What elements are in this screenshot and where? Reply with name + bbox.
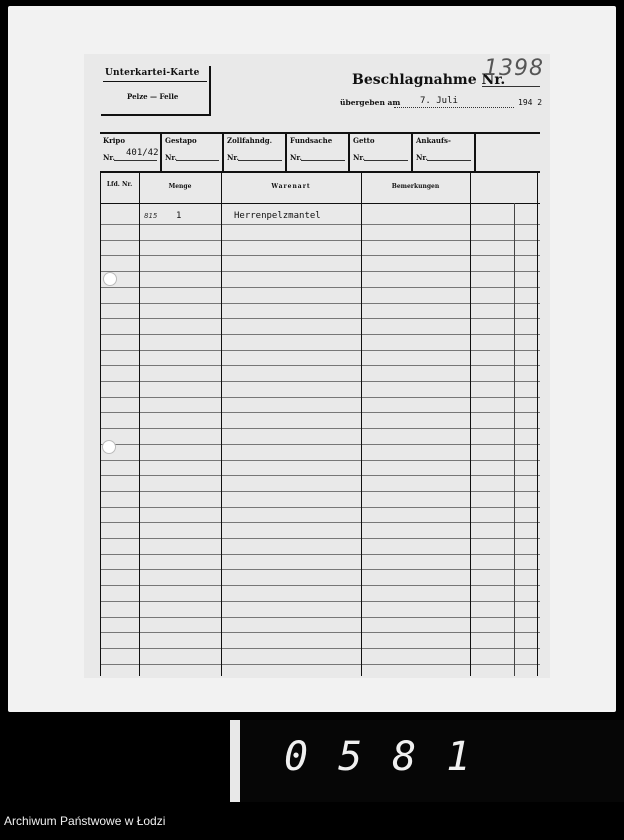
table-border-right bbox=[537, 173, 538, 676]
row-line bbox=[100, 381, 540, 382]
card-subtitle: Pelze — Felle bbox=[127, 92, 179, 101]
row-line bbox=[100, 287, 540, 288]
ref-line bbox=[301, 160, 345, 161]
column-divider bbox=[361, 173, 362, 676]
row-line bbox=[100, 334, 540, 335]
frame-number-badge bbox=[230, 720, 624, 802]
ref-nr-label: Nr. bbox=[290, 153, 302, 162]
seizure-number: 1398 bbox=[484, 56, 544, 81]
ref-cell-kripo bbox=[100, 134, 162, 173]
row-line bbox=[100, 569, 540, 570]
row-quantity: 1 bbox=[176, 211, 182, 221]
ref-label: Kripo bbox=[103, 136, 125, 145]
goods-table bbox=[100, 173, 540, 676]
title-divider bbox=[103, 81, 207, 82]
card-title-box bbox=[101, 66, 211, 116]
ref-nr-label: Nr. bbox=[227, 153, 239, 162]
ref-label: Zollfahndg. bbox=[227, 136, 273, 145]
row-line bbox=[100, 240, 540, 241]
column-header-lfd-nr: Lfd. Nr. bbox=[106, 181, 133, 188]
row-line bbox=[100, 648, 540, 649]
index-card bbox=[84, 54, 550, 678]
ref-line bbox=[176, 160, 219, 161]
row-line bbox=[100, 617, 540, 618]
handed-over-date: 7. Juli bbox=[420, 96, 458, 106]
handed-over-line bbox=[394, 107, 514, 108]
row-line bbox=[100, 601, 540, 602]
row-line bbox=[100, 538, 540, 539]
ref-line bbox=[114, 160, 157, 161]
column-header-bemerkungen: Bemerkungen bbox=[391, 183, 440, 190]
ref-cell-gestapo bbox=[162, 134, 224, 173]
row-line bbox=[100, 255, 540, 256]
row-line bbox=[100, 507, 540, 508]
ref-cell-fundsache bbox=[287, 134, 350, 173]
row-line bbox=[100, 224, 540, 225]
row-line bbox=[100, 303, 540, 304]
row-line bbox=[100, 428, 540, 429]
ref-nr-label: Nr. bbox=[353, 153, 365, 162]
ref-cell-getto bbox=[350, 134, 413, 173]
row-line bbox=[100, 318, 540, 319]
row-line bbox=[100, 365, 540, 366]
row-line bbox=[100, 412, 540, 413]
ref-line bbox=[364, 160, 408, 161]
frame-number: 0581 bbox=[284, 734, 501, 780]
row-line bbox=[100, 632, 540, 633]
ref-label: Getto bbox=[353, 136, 375, 145]
table-border-left bbox=[100, 173, 101, 676]
row-line bbox=[100, 397, 540, 398]
ref-line bbox=[427, 160, 471, 161]
column-divider bbox=[514, 203, 515, 676]
ref-nr-label: Nr. bbox=[103, 153, 115, 162]
archive-label: Archiwum Państwowe w Łodzi bbox=[4, 814, 166, 828]
reference-row bbox=[100, 132, 540, 173]
ref-nr-label: Nr. bbox=[165, 153, 177, 162]
ref-label: Fundsache bbox=[290, 136, 333, 145]
row-line bbox=[100, 475, 540, 476]
ref-line bbox=[238, 160, 282, 161]
punch-hole bbox=[102, 440, 116, 454]
column-header-menge: Menge bbox=[168, 183, 192, 190]
row-line bbox=[100, 271, 540, 272]
column-divider bbox=[221, 173, 222, 676]
ref-cell-zollfahndung bbox=[224, 134, 287, 173]
row-goods-type: Herrenpelzmantel bbox=[234, 211, 321, 221]
seizure-number-line bbox=[482, 86, 540, 87]
ref-label: Ankaufs- bbox=[416, 136, 451, 145]
ref-value: 401/42 bbox=[126, 148, 159, 158]
row-line bbox=[100, 554, 540, 555]
handed-over-year: 194 2 bbox=[518, 98, 543, 107]
column-divider bbox=[470, 173, 471, 676]
ref-cell-ankauf bbox=[413, 134, 476, 173]
row-line bbox=[100, 350, 540, 351]
punch-hole bbox=[103, 272, 117, 286]
row-line bbox=[100, 491, 540, 492]
row-handwritten-note: 815 bbox=[144, 212, 158, 220]
ref-label: Gestapo bbox=[165, 136, 197, 145]
seizure-label: Beschlagnahme Nr. bbox=[352, 72, 506, 88]
ref-nr-label: Nr. bbox=[416, 153, 428, 162]
row-line bbox=[100, 585, 540, 586]
handed-over-label: übergeben am bbox=[340, 98, 401, 107]
row-line bbox=[100, 444, 540, 445]
row-line bbox=[100, 664, 540, 665]
row-line bbox=[100, 522, 540, 523]
column-divider bbox=[139, 173, 140, 676]
card-title: Unterkartei-Karte bbox=[105, 68, 200, 78]
table-header-rule bbox=[100, 203, 540, 204]
column-header-warenart: Warenart bbox=[271, 183, 311, 190]
row-line bbox=[100, 460, 540, 461]
